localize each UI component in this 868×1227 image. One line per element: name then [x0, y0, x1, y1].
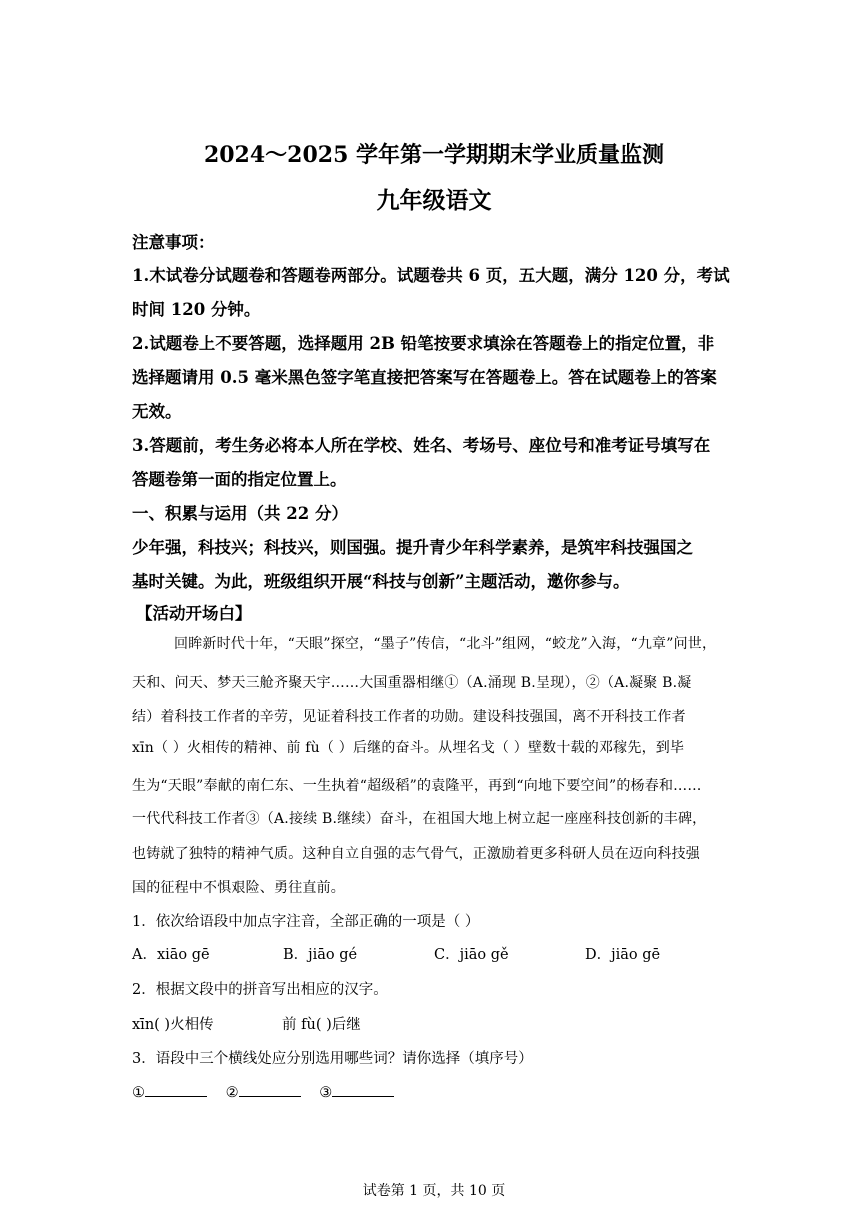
activity-heading: 【活动开场白】: [136, 604, 252, 623]
answer-blank-2[interactable]: [239, 1082, 301, 1097]
question-1: 1．依次给语段中加点字注音，全部正确的一项是（ ）: [132, 914, 480, 930]
passage-line-1: 回眸新时代十年，“天眼”探空，“墨子”传信，“北斗”组网，“蛟龙”入海，“九章”问世，: [174, 636, 717, 652]
answer-label-3: ③: [319, 1085, 333, 1101]
passage-line-3: 结）着科技工作者的辛劳，见证着科技工作者的功勋。建设科技强国，离不开科技工作者: [132, 709, 686, 725]
passage-line-5: 生为“天眼”奉献的南仁东、一生执着“超级稻”的袁隆平，再到“向地下要空间”的杨春和……: [132, 778, 702, 794]
question-3-answers: [132, 1082, 532, 1101]
question-2-blank-b[interactable]: 前 fù( )后继: [282, 1017, 361, 1033]
notice-line-4: 选择题请用 0.5 毫米黑色签字笔直接把答案写在答题卷上。答在试题卷上的答案: [132, 368, 717, 387]
passage-line-7: 也铸就了独特的精神气质。这种自立自强的志气骨气，正激励着更多科研人员在迈向科技强: [132, 846, 700, 862]
passage-line-8: 国的征程中不惧艰险、勇往直前。: [132, 880, 345, 896]
option-b[interactable]: B．jiāo gé: [283, 947, 358, 963]
passage-line-4: xīn（ ）火相传的精神、前 fù（ ）后继的奋斗。从埋名戈（ ）壁数十载的邓稼先，到毕: [132, 740, 685, 756]
notice-line-1: 1.木试卷分试题卷和答题卷两部分。试题卷共 6 页，五大题，满分 120 分，考试: [132, 266, 730, 285]
section-intro-2: 基时关键。为此，班级组织开展“科技与创新”主题活动，邀你参与。: [132, 572, 630, 591]
page-footer: 试卷第 1 页，共 10 页: [362, 1183, 506, 1199]
notice-line-3: 2.试题卷上不要答题，选择题用 2B 铅笔按要求填涂在答题卷上的指定位置，非: [132, 334, 715, 353]
notice-line-5: 无效。: [132, 402, 182, 421]
exam-title: 2024～2025 学年第一学期期末学业质量监测: [203, 142, 665, 168]
notice-line-7: 答题卷第一面的指定位置上。: [132, 470, 347, 489]
passage-line-2: 天和、问天、梦天三舱齐聚天宇……大国重器相继①（A.涌现 B.呈现），②（A.凝聚 B.凝: [132, 675, 692, 691]
exam-subtitle: 九年级语文: [376, 187, 492, 214]
question-2-blank-a[interactable]: xīn( )火相传: [132, 1017, 214, 1033]
option-c[interactable]: C．jiāo gě: [434, 947, 509, 963]
answer-blank-1[interactable]: [145, 1082, 207, 1097]
section-intro-1: 少年强，科技兴；科技兴，则国强。提升青少年科学素养，是筑牢科技强国之: [132, 538, 693, 557]
question-3: 3．语段中三个横线处应分别选用哪些词？请你选择（填序号）: [132, 1051, 533, 1067]
answer-label-2: ②: [225, 1085, 239, 1101]
section-heading: 一、积累与运用（共 22 分）: [132, 504, 348, 523]
notice-line-2: 时间 120 分钟。: [132, 300, 261, 319]
answer-blank-3[interactable]: [332, 1082, 394, 1097]
option-a[interactable]: A．xiāo gē: [132, 947, 210, 963]
answer-label-1: ①: [132, 1085, 145, 1101]
option-d[interactable]: D．jiāo gē: [585, 947, 661, 963]
question-2: 2．根据文段中的拼音写出相应的汉字。: [132, 982, 388, 998]
notice-line-6: 3.答题前，考生务必将本人所在学校、姓名、考场号、座位号和准考证号填写在: [132, 436, 711, 455]
passage-line-6: 一代代科技工作者③（A.接续 B.继续）奋斗，在祖国大地上树立起一座座科技创新的丰碑，: [132, 811, 707, 827]
notice-heading: 注意事项：: [132, 233, 215, 252]
